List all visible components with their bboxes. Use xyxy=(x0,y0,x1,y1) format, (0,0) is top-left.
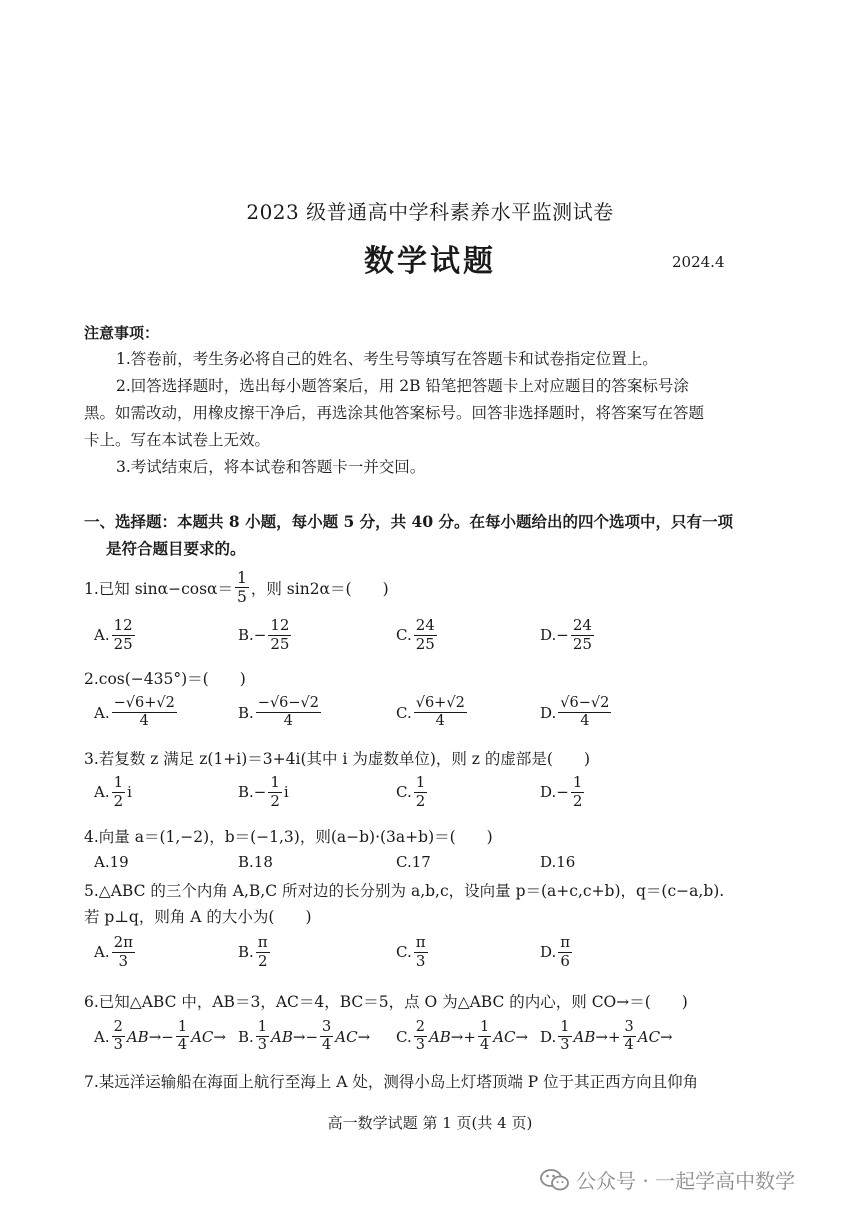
fraction-denominator: 4 xyxy=(139,713,149,730)
fraction-denominator: 3 xyxy=(560,1037,570,1054)
option-label: A. xyxy=(94,1027,110,1046)
option-label: D. xyxy=(540,1027,557,1046)
option-label: D. xyxy=(540,943,557,962)
fraction-numerator: √6+√2 xyxy=(414,696,467,713)
option-sign: − xyxy=(556,783,569,802)
fraction-denominator: 2 xyxy=(270,791,280,810)
fraction-numerator: 24 xyxy=(572,616,592,634)
fraction-numerator: √6−√2 xyxy=(558,696,611,713)
watermark-text: 公众号 · 一起学高中数学 xyxy=(576,1169,796,1193)
question-1-fraction xyxy=(235,570,249,606)
option-suffix: i xyxy=(127,783,132,802)
q4-option-b: B.18 xyxy=(238,853,273,871)
q6-option-d xyxy=(540,1020,673,1053)
question-5-cont: 若 p⊥q，则角 A 的大小为( ) xyxy=(84,908,312,926)
fraction-numerator: 24 xyxy=(415,616,435,634)
q5-option-d xyxy=(540,935,574,970)
q5-option-a xyxy=(94,935,137,970)
fraction-numerator: 1 xyxy=(237,569,247,587)
note-2: 2.回答选择题时，选出每小题答案后，用 2B 铅笔把答题卡上对应题目的答案标号涂 xyxy=(116,377,689,395)
q2-option-c xyxy=(396,696,469,729)
question-2: 2.cos(−435°)＝( ) xyxy=(84,670,246,688)
fraction-denominator: 3 xyxy=(118,951,129,970)
q2-option-d xyxy=(540,696,613,729)
q2-option-b xyxy=(238,696,323,729)
operator: − xyxy=(305,1027,319,1046)
option-label: C. xyxy=(396,703,412,722)
fraction-numerator: 3 xyxy=(623,1020,636,1037)
q3-option-d xyxy=(540,775,586,810)
fraction-denominator: 4 xyxy=(177,1037,188,1054)
vector-ab: AB→ xyxy=(573,1027,608,1046)
q2-option-a xyxy=(94,696,179,729)
fraction-denominator: 2 xyxy=(415,791,426,810)
q1-option-d xyxy=(540,618,596,653)
q4-option-a: A.19 xyxy=(94,853,129,871)
fraction-numerator: 3 xyxy=(320,1020,333,1037)
question-1-pre: 1.已知 sinα−cosα＝ xyxy=(84,579,233,598)
q6-option-c xyxy=(396,1020,528,1053)
vector-ac: AC→ xyxy=(637,1027,673,1046)
section-heading: 一、选择题：本题共 8 小题，每小题 5 分，共 40 分。在每小题给出的四个选项中，只有一项 xyxy=(84,512,734,531)
q3-option-c xyxy=(396,775,429,810)
fraction-denominator: 2 xyxy=(257,951,268,970)
fraction-denominator: 3 xyxy=(415,951,426,970)
option-label: D. xyxy=(540,783,557,802)
fraction-denominator: 2 xyxy=(572,791,583,810)
wechat-icon xyxy=(540,1168,570,1192)
q6-option-b xyxy=(238,1020,370,1053)
note-2-cont: 黑。如需改动，用橡皮擦干净后，再选涂其他答案标号。回答非选择题时，将答案写在答题 xyxy=(84,404,705,422)
fraction-denominator: 4 xyxy=(283,713,294,730)
q1-option-b xyxy=(238,618,293,653)
page-footer: 高一数学试题 第 1 页(共 4 页) xyxy=(327,1114,533,1132)
option-label: B. xyxy=(238,703,254,722)
fraction-denominator: 4 xyxy=(624,1037,634,1054)
option-suffix: i xyxy=(283,783,289,802)
fraction-numerator: 1 xyxy=(270,773,280,791)
option-label: A. xyxy=(94,783,110,802)
option-label: C. xyxy=(396,1027,412,1046)
fraction-numerator: 2 xyxy=(112,1020,125,1037)
fraction-numerator: 1 xyxy=(415,773,426,791)
fraction-numerator: −√6−√2 xyxy=(256,696,321,713)
question-1 xyxy=(84,570,389,606)
option-label: C. xyxy=(396,783,412,802)
option-sign: − xyxy=(253,626,267,645)
vector-ac: AC→ xyxy=(335,1027,371,1046)
q4-option-c: C.17 xyxy=(396,853,431,871)
fraction-numerator: π xyxy=(415,933,426,951)
fraction-numerator: 1 xyxy=(113,773,124,791)
question-6: 6.已知△ABC 中，AB＝3，AC＝4，BC＝5，点 O 为△ABC 的内心，则 CO→＝( ) xyxy=(84,993,688,1011)
vector-ac: AC→ xyxy=(493,1027,529,1046)
question-7: 7.某远洋运输船在海面上航行至海上 A 处，测得小岛上灯塔顶端 P 位于其正西方向且仰角 xyxy=(84,1073,699,1091)
option-sign: − xyxy=(253,783,267,802)
vector-ab: AB→ xyxy=(126,1027,162,1046)
option-label: A. xyxy=(94,626,110,645)
fraction-denominator: 25 xyxy=(572,634,592,653)
note-2-cont2: 卡上。写在本试卷上无效。 xyxy=(84,431,271,449)
main-title: 数学试题 xyxy=(364,244,496,279)
fraction-denominator: 3 xyxy=(257,1037,268,1054)
option-label: B. xyxy=(238,943,254,962)
fraction-denominator: 2 xyxy=(113,791,124,810)
operator: + xyxy=(463,1027,476,1046)
fraction-denominator: 4 xyxy=(435,713,445,730)
fraction-numerator: 1 xyxy=(572,773,583,791)
fraction-denominator: 4 xyxy=(580,713,590,730)
option-label: B. xyxy=(238,783,254,802)
fraction-numerator: 1 xyxy=(176,1020,189,1037)
q1-option-a xyxy=(94,618,137,653)
operator: − xyxy=(161,1027,174,1046)
fraction-numerator: 2π xyxy=(113,933,134,951)
exam-date: 2024.4 xyxy=(672,253,725,271)
notes-title: 注意事项： xyxy=(84,324,160,342)
vector-ac: AC→ xyxy=(191,1027,226,1046)
q6-option-a xyxy=(94,1020,226,1053)
fraction-denominator: 6 xyxy=(560,951,570,970)
note-1: 1.答卷前，考生务必将自己的姓名、考生号等填写在答题卡和试卷指定位置上。 xyxy=(116,350,658,368)
fraction-numerator: 2 xyxy=(414,1020,427,1037)
fraction-denominator: 5 xyxy=(237,588,247,607)
fraction-numerator: 1 xyxy=(478,1020,491,1037)
option-label: B. xyxy=(238,1027,254,1046)
question-4: 4.向量 a＝(1,−2)，b＝(−1,3)，则(a−b)·(3a+b)＝( ) xyxy=(84,828,493,846)
option-label: D. xyxy=(540,626,557,645)
q4-option-d: D.16 xyxy=(540,853,576,871)
fraction-denominator: 3 xyxy=(113,1037,123,1054)
fraction-numerator: 1 xyxy=(256,1020,269,1037)
fraction-numerator: 12 xyxy=(113,616,133,634)
q5-option-c xyxy=(396,935,430,970)
fraction-numerator: π xyxy=(257,933,268,951)
operator: + xyxy=(607,1027,621,1046)
q5-option-b xyxy=(238,935,272,970)
vector-ab: AB→ xyxy=(428,1027,464,1046)
watermark xyxy=(540,1165,795,1194)
question-1-post: ，则 sin2α＝( ) xyxy=(250,579,389,598)
fraction-numerator: −√6+√2 xyxy=(112,696,177,713)
fraction-denominator: 25 xyxy=(415,634,435,653)
question-5: 5.△ABC 的三个内角 A,B,C 所对边的长分别为 a,b,c，设向量 p＝(a+c,c+b)，q＝(c−a,b). xyxy=(84,882,725,900)
option-label: A. xyxy=(94,943,110,962)
option-label: B. xyxy=(238,626,254,645)
fraction-denominator: 25 xyxy=(113,634,133,653)
note-3: 3.考试结束后，将本试卷和答题卡一并交回。 xyxy=(116,458,426,476)
option-label: C. xyxy=(396,626,412,645)
vector-ab: AB→ xyxy=(271,1027,306,1046)
q1-option-c xyxy=(396,618,439,653)
fraction-numerator: π xyxy=(560,933,571,951)
section-heading-cont: 是符合题目要求的。 xyxy=(106,539,246,558)
q3-option-b xyxy=(238,775,289,810)
exam-title: 2023 级普通高中学科素养水平监测试卷 xyxy=(246,200,614,224)
fraction-numerator: 1 xyxy=(558,1020,571,1037)
fraction-denominator: 4 xyxy=(322,1037,332,1054)
q3-option-a xyxy=(94,775,132,810)
option-label: D. xyxy=(540,703,557,722)
question-3: 3.若复数 z 满足 z(1+i)＝3+4i(其中 i 为虚数单位)，则 z 的虚部是( ) xyxy=(84,750,590,768)
option-label: C. xyxy=(396,943,412,962)
fraction-numerator: 12 xyxy=(270,616,290,634)
fraction-denominator: 3 xyxy=(415,1037,425,1054)
fraction-denominator: 4 xyxy=(479,1037,490,1054)
fraction-denominator: 25 xyxy=(270,634,290,653)
option-sign: − xyxy=(556,626,569,645)
option-label: A. xyxy=(94,703,110,722)
